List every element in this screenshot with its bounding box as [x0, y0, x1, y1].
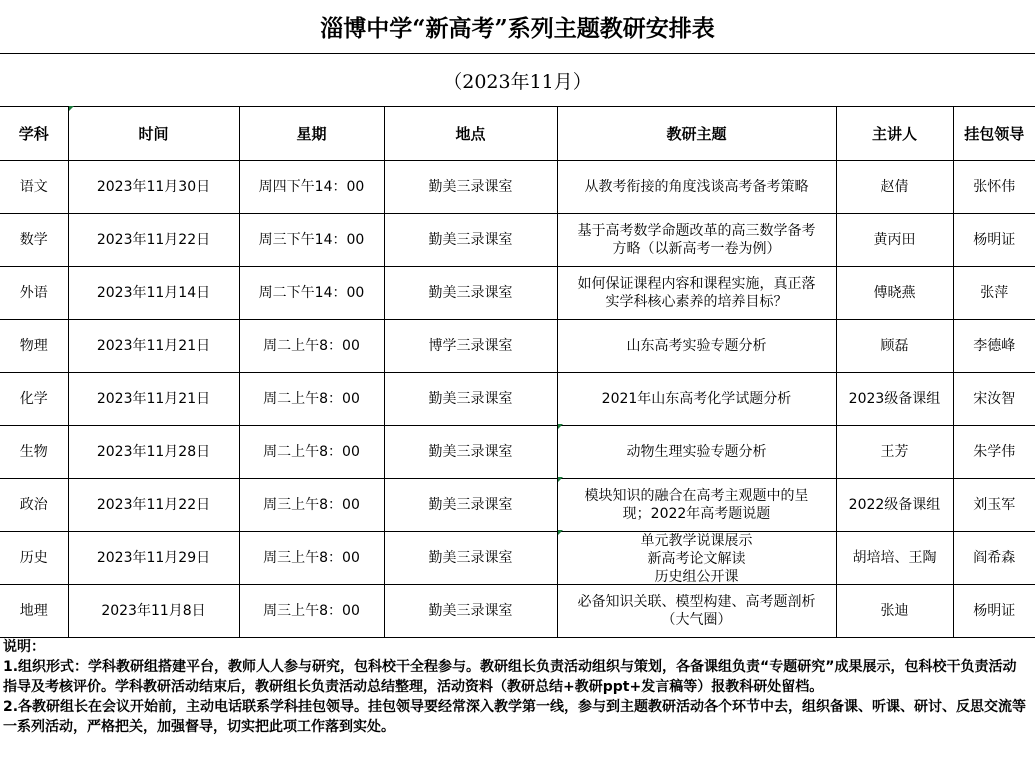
topic-cell[interactable] [557, 161, 836, 214]
leader-cell[interactable]: 李德峰 [953, 320, 1035, 373]
leader-cell[interactable]: 朱学伟 [953, 426, 1035, 479]
notes-item-1: 1.组织形式：学科教研组搭建平台，教师人人参与研究，包科校干全程参与。教研组长负责活动组织与策划，各备课组负责“专题研究”成果展示，包科校干负责活动指导及考核评价。学科教研活动结束后，教研组长负责活动总结整理，活动资料（教研总结+教研ppt+发言稿等）报教科研处留档。 [3, 659, 1017, 695]
topic-line: 基于高考数学命题改革的高三数学备考 [577, 223, 816, 239]
table-row [0, 214, 1035, 267]
date-cell[interactable]: 2023年11月28日 [68, 426, 239, 479]
notes-section [0, 637, 1033, 737]
date-cell[interactable]: 2023年11月14日 [68, 267, 239, 320]
topic-cell[interactable] [557, 214, 836, 267]
date-cell[interactable]: 2023年11月29日 [68, 532, 239, 585]
table-row [0, 479, 1035, 532]
leader-cell[interactable]: 宋汝智 [953, 373, 1035, 426]
speaker-cell[interactable]: 王芳 [836, 426, 953, 479]
header-date[interactable]: 时间 [68, 107, 239, 161]
place-cell[interactable]: 博学三录课室 [384, 320, 557, 373]
header-weekday[interactable]: 星期 [239, 107, 384, 161]
place-cell[interactable]: 勤美三录课室 [384, 161, 557, 214]
cell-marker-icon [558, 477, 563, 482]
header-row [0, 107, 1035, 161]
topic-cell[interactable] [557, 267, 836, 320]
cell-marker-icon [558, 530, 563, 535]
weekday-cell[interactable]: 周三上午8：00 [239, 532, 384, 585]
leader-cell[interactable]: 杨明证 [953, 585, 1035, 638]
date-cell[interactable]: 2023年11月22日 [68, 214, 239, 267]
sheet-title: 淄博中学“新高考”系列主题教研安排表 [0, 0, 1035, 54]
place-cell[interactable]: 勤美三录课室 [384, 267, 557, 320]
header-subject[interactable]: 学科 [0, 107, 68, 161]
speaker-cell[interactable]: 2022级备课组 [836, 479, 953, 532]
speaker-cell[interactable]: 傅晓燕 [836, 267, 953, 320]
topic-cell[interactable] [557, 373, 836, 426]
topic-cell[interactable] [557, 320, 836, 373]
place-cell[interactable]: 勤美三录课室 [384, 479, 557, 532]
topic-cell[interactable] [557, 585, 836, 638]
date-cell[interactable]: 2023年11月21日 [68, 373, 239, 426]
header-leader[interactable]: 挂包领导 [953, 107, 1035, 161]
topic-line: 现；2022年高考题说题 [622, 506, 771, 522]
topic-line: （大气圈） [661, 612, 732, 628]
leader-cell[interactable]: 张萍 [953, 267, 1035, 320]
speaker-cell[interactable]: 顾磊 [836, 320, 953, 373]
header-topic[interactable]: 教研主题 [557, 107, 836, 161]
topic-cell[interactable] [557, 479, 836, 532]
speaker-cell[interactable]: 胡培培、王陶 [836, 532, 953, 585]
speaker-cell[interactable]: 张迪 [836, 585, 953, 638]
weekday-cell[interactable]: 周三上午8：00 [239, 585, 384, 638]
cell-marker-icon [69, 106, 74, 111]
topic-cell[interactable] [557, 426, 836, 479]
subject-cell[interactable]: 政治 [0, 479, 68, 532]
place-cell[interactable]: 勤美三录课室 [384, 532, 557, 585]
table-row [0, 585, 1035, 638]
subject-cell[interactable]: 语文 [0, 161, 68, 214]
place-cell[interactable]: 勤美三录课室 [384, 373, 557, 426]
topic-line: 方略（以新高考一卷为例） [612, 241, 781, 257]
subject-cell[interactable]: 物理 [0, 320, 68, 373]
subject-cell[interactable]: 地理 [0, 585, 68, 638]
weekday-cell[interactable]: 周三下午14：00 [239, 214, 384, 267]
weekday-cell[interactable]: 周三上午8：00 [239, 479, 384, 532]
weekday-cell[interactable]: 周二上午8：00 [239, 320, 384, 373]
date-cell[interactable]: 2023年11月21日 [68, 320, 239, 373]
place-cell[interactable]: 勤美三录课室 [384, 585, 557, 638]
schedule-table [0, 106, 1035, 638]
place-cell[interactable]: 勤美三录课室 [384, 214, 557, 267]
weekday-cell[interactable]: 周二下午14：00 [239, 267, 384, 320]
table-row [0, 426, 1035, 479]
leader-cell[interactable]: 杨明证 [953, 214, 1035, 267]
speaker-cell[interactable]: 2023级备课组 [836, 373, 953, 426]
notes-item-2: 2.各教研组长在会议开始前，主动电话联系学科挂包领导。挂包领导要经常深入教学第一线，参与到主题教研活动各个环节中去，组织备课、听课、研讨、反思交流等一系列活动，严格把关，加强督导，切实把此项工作落到实处。 [3, 699, 1027, 735]
speaker-cell[interactable]: 黄丙田 [836, 214, 953, 267]
date-cell[interactable]: 2023年11月8日 [68, 585, 239, 638]
topic-line: 新高考论文解读 [647, 551, 746, 567]
table-row [0, 532, 1035, 585]
topic-line: 模块知识的融合在高考主观题中的呈 [584, 488, 809, 504]
table-row [0, 161, 1035, 214]
topic-line: 如何保证课程内容和课程实施，真正落 [577, 276, 816, 292]
place-cell[interactable]: 勤美三录课室 [384, 426, 557, 479]
subject-cell[interactable]: 数学 [0, 214, 68, 267]
leader-cell[interactable]: 张怀伟 [953, 161, 1035, 214]
date-cell[interactable]: 2023年11月22日 [68, 479, 239, 532]
table-row [0, 320, 1035, 373]
date-cell[interactable]: 2023年11月30日 [68, 161, 239, 214]
header-place[interactable]: 地点 [384, 107, 557, 161]
header-speaker[interactable]: 主讲人 [836, 107, 953, 161]
topic-line: 2021年山东高考化学试题分析 [601, 391, 792, 407]
speaker-cell[interactable]: 赵倩 [836, 161, 953, 214]
leader-cell[interactable]: 阎希森 [953, 532, 1035, 585]
subject-cell[interactable]: 化学 [0, 373, 68, 426]
topic-line: 历史组公开课 [654, 569, 739, 584]
topic-line: 山东高考实验专题分析 [626, 338, 767, 354]
weekday-cell[interactable]: 周四下午14：00 [239, 161, 384, 214]
leader-cell[interactable]: 刘玉军 [953, 479, 1035, 532]
topic-line: 从教考衔接的角度浅谈高考备考策略 [584, 179, 809, 195]
subject-cell[interactable]: 生物 [0, 426, 68, 479]
topic-line: 必备知识关联、模型构建、高考题剖析 [577, 594, 816, 610]
weekday-cell[interactable]: 周二上午8：00 [239, 426, 384, 479]
subject-cell[interactable]: 历史 [0, 532, 68, 585]
table-row [0, 373, 1035, 426]
topic-cell[interactable] [557, 532, 836, 585]
subject-cell[interactable]: 外语 [0, 267, 68, 320]
table-row [0, 267, 1035, 320]
cell-marker-icon [558, 424, 563, 429]
sheet-subtitle: （2023年11月） [0, 54, 1035, 107]
weekday-cell[interactable]: 周二上午8：00 [239, 373, 384, 426]
topic-line: 实学科核心素养的培养目标？ [605, 294, 788, 310]
notes-heading: 说明： [3, 639, 45, 655]
topic-line: 单元教学说课展示 [640, 533, 753, 549]
topic-line: 动物生理实验专题分析 [626, 444, 767, 460]
